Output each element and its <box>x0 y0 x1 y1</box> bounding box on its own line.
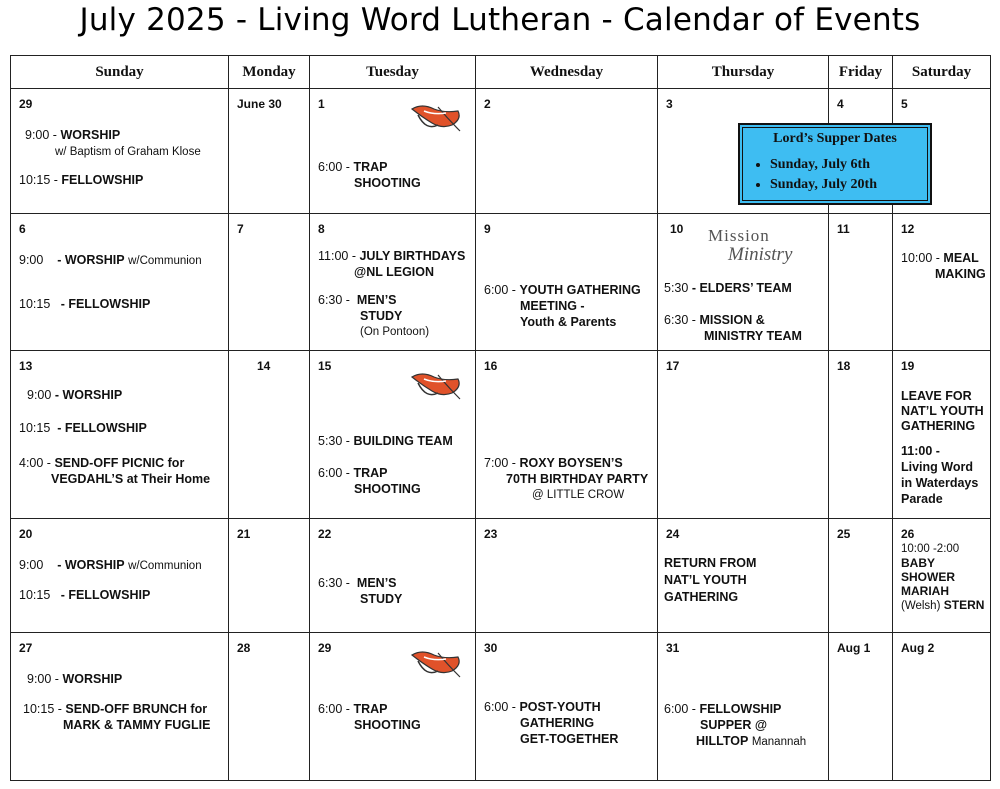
day-cell <box>476 214 658 351</box>
day-number: 23 <box>484 527 498 541</box>
day-number: 6 <box>19 222 26 236</box>
day-cell <box>476 519 658 633</box>
event: 9:00 - WORSHIP w/ Baptism of Graham Klose <box>25 128 201 158</box>
day-number: 8 <box>318 222 325 236</box>
lords-supper-heading: Lord’s Supper Dates <box>773 131 897 146</box>
day-cell <box>229 89 310 214</box>
event: 6:30 - MISSION & MINISTRY TEAM <box>664 313 802 343</box>
day-cell <box>476 633 658 781</box>
day-number: 12 <box>901 222 915 236</box>
day-number: 14 <box>257 359 271 373</box>
day-number: 29 <box>318 641 332 655</box>
day-cell <box>11 519 229 633</box>
lords-supper-list <box>748 155 930 195</box>
day-cell <box>893 214 991 351</box>
day-number: 29 <box>19 97 33 111</box>
event: RETURN FROM NAT’L YOUTH GATHERING <box>664 556 757 604</box>
day-number: 17 <box>666 359 680 373</box>
day-cell <box>310 351 476 519</box>
day-cell <box>658 351 829 519</box>
day-number: 19 <box>901 359 915 373</box>
day-number: 31 <box>666 641 680 655</box>
day-cell <box>310 214 476 351</box>
day-cell <box>11 351 229 519</box>
day-number: 10 <box>670 222 684 236</box>
mission-ministry-logo-script: Ministry <box>728 244 793 265</box>
event: 11:00 - Living Word in Waterdays Parade <box>901 444 979 506</box>
day-cell <box>893 519 991 633</box>
day-number: 26 <box>901 527 915 541</box>
header-sunday: Sunday <box>11 56 229 89</box>
event: 5:30 - ELDERS’ TEAM <box>664 281 792 295</box>
header-monday: Monday <box>229 56 310 89</box>
day-number: Aug 1 <box>837 641 871 655</box>
day-number: 7 <box>237 222 244 236</box>
event: 7:00 - ROXY BOYSEN’S 70TH BIRTHDAY PARTY @ LITTLE CROW <box>484 456 649 501</box>
event: 6:00 - YOUTH GATHERING MEETING - Youth & Parents <box>484 283 641 329</box>
header-friday: Friday <box>829 56 893 89</box>
day-cell <box>229 633 310 781</box>
event: 9:00 - WORSHIP w/Communion <box>19 253 202 267</box>
day-cell <box>658 519 829 633</box>
day-number: 13 <box>19 359 33 373</box>
day-number: 4 <box>837 97 844 111</box>
day-cell <box>11 89 229 214</box>
weekday-header-row <box>11 56 991 89</box>
day-cell <box>658 633 829 781</box>
lords-supper-date: • Sunday, July 20th <box>770 175 930 195</box>
day-number: 27 <box>19 641 33 655</box>
day-cell <box>829 519 893 633</box>
event: 9:00 - WORSHIP <box>27 672 123 686</box>
event: 10:00 -2:00 BABY SHOWER MARIAH (Welsh) STERN <box>901 543 985 612</box>
clay-pigeon-icon <box>408 647 464 683</box>
day-number: 24 <box>666 527 680 541</box>
event: 6:00 - TRAP SHOOTING <box>318 702 421 732</box>
day-number: 9 <box>484 222 491 236</box>
day-cell <box>229 351 310 519</box>
day-number: 5 <box>901 97 908 111</box>
day-cell <box>829 351 893 519</box>
mission-ministry-logo: Mission <box>708 226 770 245</box>
day-cell <box>310 633 476 781</box>
event: 6:00 - POST-YOUTH GATHERING GET-TOGETHER <box>484 700 619 746</box>
day-cell <box>893 633 991 781</box>
clay-pigeon-icon <box>408 101 464 137</box>
header-thursday: Thursday <box>658 56 829 89</box>
day-cell <box>310 519 476 633</box>
day-number: 21 <box>237 527 251 541</box>
event: 10:00 - MEAL MAKING <box>901 251 986 281</box>
event: LEAVE FOR NAT’L YOUTH GATHERING <box>901 389 984 433</box>
day-cell <box>829 214 893 351</box>
day-cell <box>893 351 991 519</box>
day-cell <box>229 214 310 351</box>
event: 10:15 - FELLOWSHIP <box>19 421 147 435</box>
day-number: June 30 <box>237 97 282 111</box>
day-cell <box>11 633 229 781</box>
event: 6:00 - TRAP SHOOTING <box>318 160 421 190</box>
event: 10:15 - FELLOWSHIP <box>19 588 151 602</box>
clay-pigeon-icon <box>408 369 464 405</box>
week-row <box>11 633 991 781</box>
event: 6:00 - TRAP SHOOTING <box>318 466 421 496</box>
event: 10:15 - SEND-OFF BRUNCH for MARK & TAMMY FUGLIE <box>23 702 211 732</box>
lords-supper-box <box>738 123 932 205</box>
lords-supper-date: • Sunday, July 6th <box>770 155 930 175</box>
day-number: 3 <box>666 97 673 111</box>
day-number: 18 <box>837 359 851 373</box>
day-cell <box>658 214 829 351</box>
day-cell <box>11 214 229 351</box>
day-number: 25 <box>837 527 851 541</box>
event: 10:15 - FELLOWSHIP <box>19 297 151 311</box>
day-number: 2 <box>484 97 491 111</box>
event: 6:00 - FELLOWSHIP SUPPER @ HILLTOP Manannah <box>664 702 807 748</box>
day-number: 28 <box>237 641 251 655</box>
day-cell <box>476 351 658 519</box>
event: 9:00 - WORSHIP <box>27 388 123 402</box>
day-number: Aug 2 <box>901 641 935 655</box>
day-cell <box>829 633 893 781</box>
day-number: 22 <box>318 527 332 541</box>
event: 5:30 - BUILDING TEAM <box>318 434 453 448</box>
week-row <box>11 519 991 633</box>
week-row <box>11 351 991 519</box>
day-number: 30 <box>484 641 498 655</box>
day-cell <box>229 519 310 633</box>
day-number: 16 <box>484 359 498 373</box>
event: 9:00 - WORSHIP w/Communion <box>19 558 202 572</box>
event: 6:30 - MEN’S STUDY <box>318 576 403 606</box>
event: 4:00 - SEND-OFF PICNIC for VEGDAHL’S at Their Home <box>19 456 211 486</box>
day-cell <box>476 89 658 214</box>
header-tuesday: Tuesday <box>310 56 476 89</box>
page-title: July 2025 - Living Word Lutheran - Calendar of Events <box>79 2 921 38</box>
day-number: 11 <box>837 222 850 236</box>
week-row <box>11 214 991 351</box>
day-cell <box>310 89 476 214</box>
event: 10:15 - FELLOWSHIP <box>19 173 144 187</box>
day-number: 1 <box>318 97 325 111</box>
event: 11:00 - JULY BIRTHDAYS @NL LEGION <box>318 249 466 279</box>
day-number: 20 <box>19 527 33 541</box>
header-wednesday: Wednesday <box>476 56 658 89</box>
header-saturday: Saturday <box>893 56 991 89</box>
day-number: 15 <box>318 359 332 373</box>
event: 6:30 - MEN’S STUDY (On Pontoon) <box>318 293 430 338</box>
